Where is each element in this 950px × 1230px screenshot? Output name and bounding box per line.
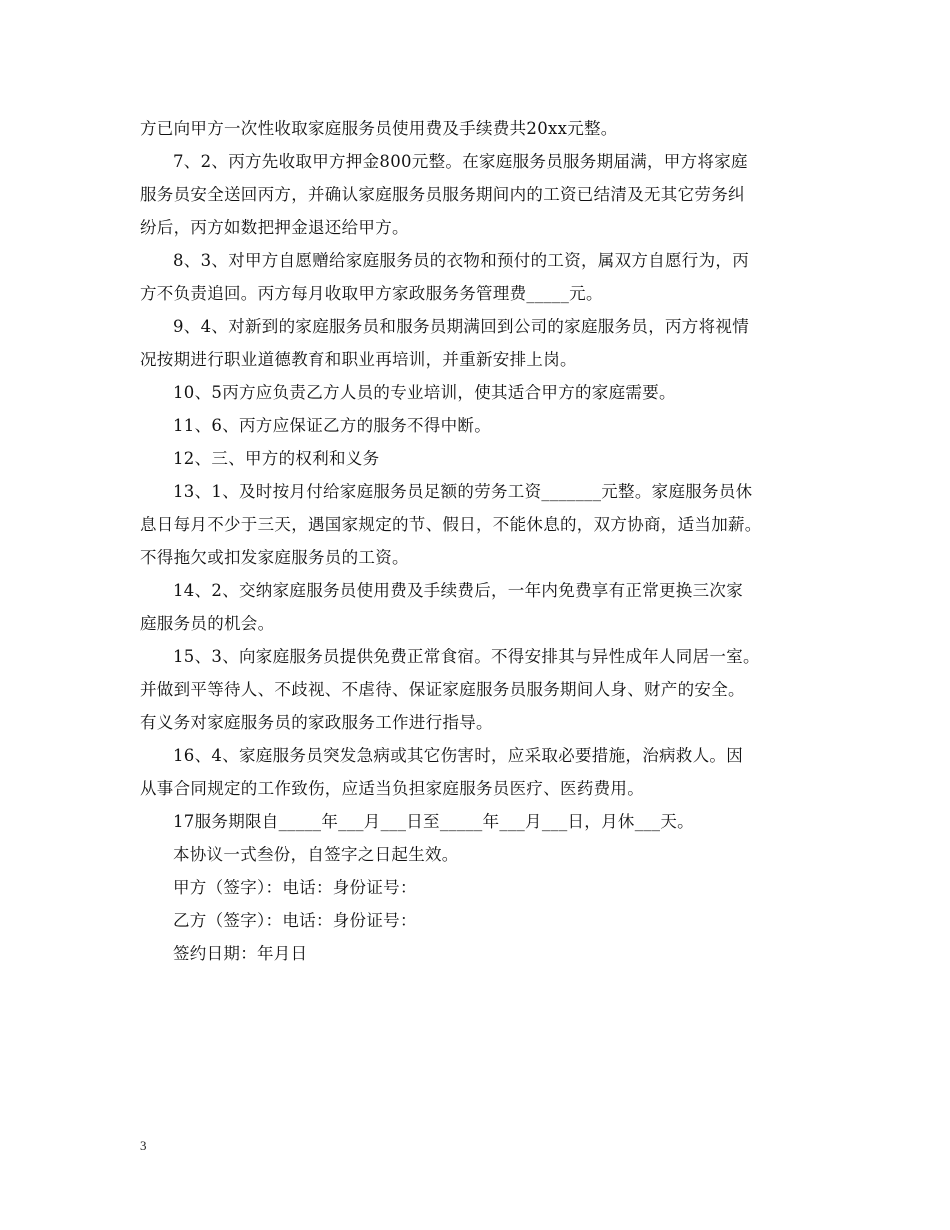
document-line: 纷后，丙方如数把押金退还给甲方。 — [140, 218, 409, 237]
document-line: 不得拖欠或扣发家庭服务员的工资。 — [140, 548, 409, 567]
document-line: 庭服务员的机会。 — [140, 614, 275, 633]
document-line: 乙方（签字）：电话：身份证号： — [173, 911, 417, 930]
document-line: 甲方（签字）：电话：身份证号： — [173, 878, 417, 897]
document-line: 13、1、及时按月付给家庭服务员足额的劳务工资_______元整。家庭服务员休 — [173, 482, 753, 501]
document-line: 9、4、对新到的家庭服务员和服务员期满回到公司的家庭服务员，丙方将视情 — [173, 317, 749, 336]
document-line: 从事合同规定的工作致伤，应适当负担家庭服务员医疗、医药费用。 — [140, 779, 644, 798]
document-line: 11、6、丙方应保证乙方的服务不得中断。 — [173, 416, 491, 435]
document-line: 签约日期：年月日 — [173, 944, 308, 963]
document-line: 并做到平等待人、不歧视、不虐待、保证家庭服务员服务期间人身、财产的安全。 — [140, 680, 745, 699]
document-line: 12、三、甲方的权利和义务 — [173, 449, 380, 468]
document-line: 服务员安全送回丙方，并确认家庭服务员服务期间内的工资已结清及无其它劳务纠 — [140, 185, 745, 204]
document-line: 8、3、对甲方自愿赠给家庭服务员的衣物和预付的工资，属双方自愿行为，丙 — [173, 251, 749, 270]
document-line: 方已向甲方一次性收取家庭服务员使用费及手续费共20xx元整。 — [140, 119, 618, 138]
document-body — [140, 112, 840, 970]
document-line: 息日每月不少于三天，遇国家规定的节、假日，不能休息的，双方协商，适当加薪。 — [140, 515, 762, 534]
document-line: 方不负责追回。丙方每月收取甲方家政服务务管理费_____元。 — [140, 284, 603, 303]
document-line: 7、2、丙方先收取甲方押金800元整。在家庭服务员服务期届满，甲方将家庭 — [173, 152, 748, 171]
document-line: 15、3、向家庭服务员提供免费正常食宿。不得安排其与异性成年人同居一室。 — [173, 647, 760, 666]
document-line: 况按期进行职业道德教育和职业再培训，并重新安排上岗。 — [140, 350, 577, 369]
document-line: 14、2、交纳家庭服务员使用费及手续费后，一年内免费享有正常更换三次家 — [173, 581, 743, 600]
document-line: 16、4、家庭服务员突发急病或其它伤害时，应采取必要措施，治病救人。因 — [173, 746, 743, 765]
document-line: 有义务对家庭服务员的家政服务工作进行指导。 — [140, 713, 493, 732]
document-line: 10、5丙方应负责乙方人员的专业培训，使其适合甲方的家庭需要。 — [173, 383, 676, 402]
page-number: 3 — [140, 1138, 147, 1153]
document-line: 本协议一式叁份，自签字之日起生效。 — [173, 845, 459, 864]
document-line: 17服务期限自_____年___月___日至_____年___月___日，月休___天。 — [173, 812, 694, 831]
